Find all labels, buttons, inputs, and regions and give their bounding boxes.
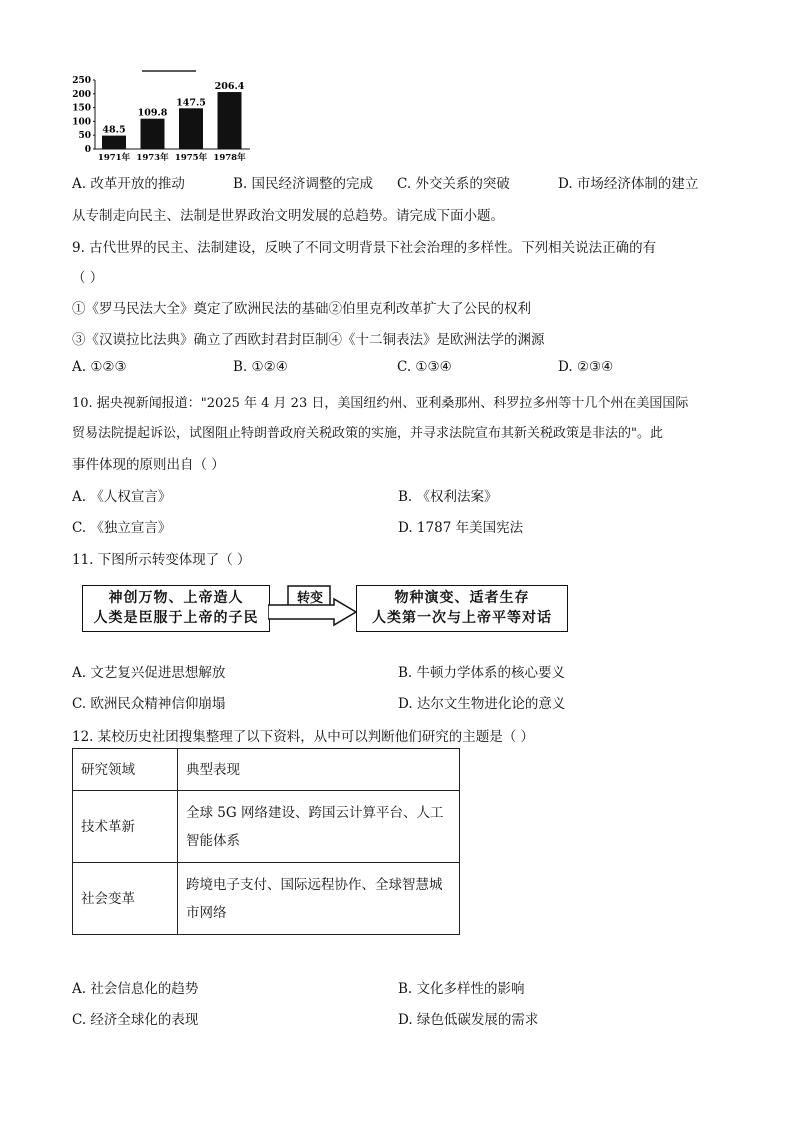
- bar-value-label: 109.8: [137, 107, 168, 119]
- q8-option-d[interactable]: D. 市场经济体制的建立: [558, 176, 699, 192]
- q10-option-b[interactable]: B. 《权利法案》: [398, 489, 498, 505]
- right-box-line-2: 人类第一次与上帝平等对话: [372, 610, 552, 626]
- x-category-label: 1978年: [213, 153, 246, 163]
- y-tick-label: 250: [72, 76, 91, 86]
- section-intro: 从专制走向民主、法制是世界政治文明发展的总趋势。请完成下面小题。: [72, 208, 504, 224]
- q10-stem-line-1: 10. 据央视新闻报道："2025 年 4 月 23 日，美国纽约州、亚利桑那州、科罗拉多州等十几个州在美国国际: [72, 396, 689, 411]
- bar-value-label: 147.5: [176, 97, 206, 109]
- right-box-line-1: 物种演变、适者生存: [394, 590, 530, 606]
- y-tick-label: 100: [72, 117, 91, 128]
- q9-option-a[interactable]: A. ①②③: [72, 359, 127, 375]
- row2-text-line-1: 跨境电子支付、国际远程协作、全球智慧城: [186, 876, 443, 893]
- q12-option-c[interactable]: C. 经济全球化的表现: [72, 1012, 199, 1028]
- q11-option-d[interactable]: D. 达尔文生物进化论的意义: [398, 696, 566, 712]
- table-header-examples: 典型表现: [178, 749, 460, 791]
- q12-option-d[interactable]: D. 绿色低碳发展的需求: [398, 1012, 539, 1028]
- arrow-label: 转变: [296, 591, 323, 606]
- row1-text-line-1: 全球 5G 网络建设、跨国云计算平台、人工: [186, 804, 444, 821]
- q10-option-d[interactable]: D. 1787 年美国宪法: [398, 520, 524, 536]
- bar: [218, 92, 242, 149]
- x-category-label: 1973年: [136, 153, 169, 163]
- left-box-line-2: 人类是臣服于上帝的子民: [93, 610, 259, 626]
- q9-statement-2: ③《汉谟拉比法典》确立了西欧封君封臣制④《十二铜表法》是欧洲法学的渊源: [72, 332, 545, 348]
- q12-option-b[interactable]: B. 文化多样性的影响: [398, 981, 525, 997]
- q9-option-d[interactable]: D. ②③④: [558, 359, 614, 375]
- y-tick-label: 50: [78, 131, 91, 142]
- q11-option-a[interactable]: A. 文艺复兴促进思想解放: [72, 665, 226, 681]
- q12-stem: 12. 某校历史社团搜集整理了以下资料，从中可以判断他们研究的主题是（ ）: [72, 729, 535, 745]
- q8-option-b[interactable]: B. 国民经济调整的完成: [233, 176, 374, 192]
- q9-stem-line-1: 9. 古代世界的民主、法制建设，反映了不同文明背景下社会治理的多样性。下列相关说法正确的有: [72, 240, 657, 256]
- q8-option-c[interactable]: C. 外交关系的突破: [397, 176, 510, 192]
- q9-option-c[interactable]: C. ①③④: [397, 359, 452, 375]
- row1-examples: [178, 791, 460, 863]
- y-tick-label: 200: [72, 89, 91, 100]
- bar: [179, 108, 203, 149]
- q10-stem-line-3: 事件体现的原则出自（ ）: [72, 457, 225, 473]
- x-category-label: 1971年: [97, 153, 131, 163]
- row2-field: 社会变革: [73, 863, 178, 935]
- q8-option-a[interactable]: A. 改革开放的推动: [72, 176, 185, 192]
- bar-value-label: 206.4: [214, 81, 245, 93]
- y-tick-label: 0: [84, 145, 91, 155]
- q12-option-a[interactable]: A. 社会信息化的趋势: [72, 981, 199, 997]
- y-tick-label: 150: [72, 103, 91, 114]
- q9-option-b[interactable]: B. ①②④: [233, 359, 288, 375]
- row1-text-line-2: 智能体系: [186, 832, 240, 849]
- left-box-line-1: 神创万物、上帝造人: [108, 590, 244, 606]
- q9-stem-line-2: （ ）: [72, 270, 104, 286]
- q11-stem: 11. 下图所示转变体现了（ ）: [72, 552, 251, 568]
- q10-option-a[interactable]: A. 《人权宣言》: [72, 489, 172, 505]
- bar: [102, 136, 126, 149]
- table-row: [73, 791, 460, 863]
- q11-option-b[interactable]: B. 牛顿力学体系的核心要义: [398, 665, 566, 681]
- q9-statement-1: ①《罗马民法大全》奠定了欧洲民法的基础②伯里克利改革扩大了公民的权利: [72, 301, 531, 317]
- row2-examples: [178, 863, 460, 935]
- bar: [141, 119, 165, 149]
- q10-stem-line-2: 贸易法院提起诉讼，试图阻止特朗普政府关税政策的实施，并寻求法院宣布其新关税政策是非法的"。此: [72, 426, 663, 441]
- table-header-field: 研究领域: [73, 749, 178, 791]
- x-category-label: 1975年: [174, 153, 208, 163]
- bar-value-label: 48.5: [102, 124, 126, 136]
- q10-option-c[interactable]: C. 《独立宣言》: [72, 520, 172, 536]
- bar-chart: [70, 68, 260, 164]
- table-header-row: [73, 749, 460, 791]
- row2-text-line-2: 市网络: [186, 904, 227, 921]
- row1-field: 技术革新: [73, 791, 178, 863]
- table-row: [73, 863, 460, 935]
- research-table: [72, 748, 460, 935]
- q11-option-c[interactable]: C. 欧洲民众精神信仰崩塌: [72, 696, 226, 712]
- diagram-left-box: [82, 585, 270, 632]
- diagram-right-box: [356, 585, 568, 632]
